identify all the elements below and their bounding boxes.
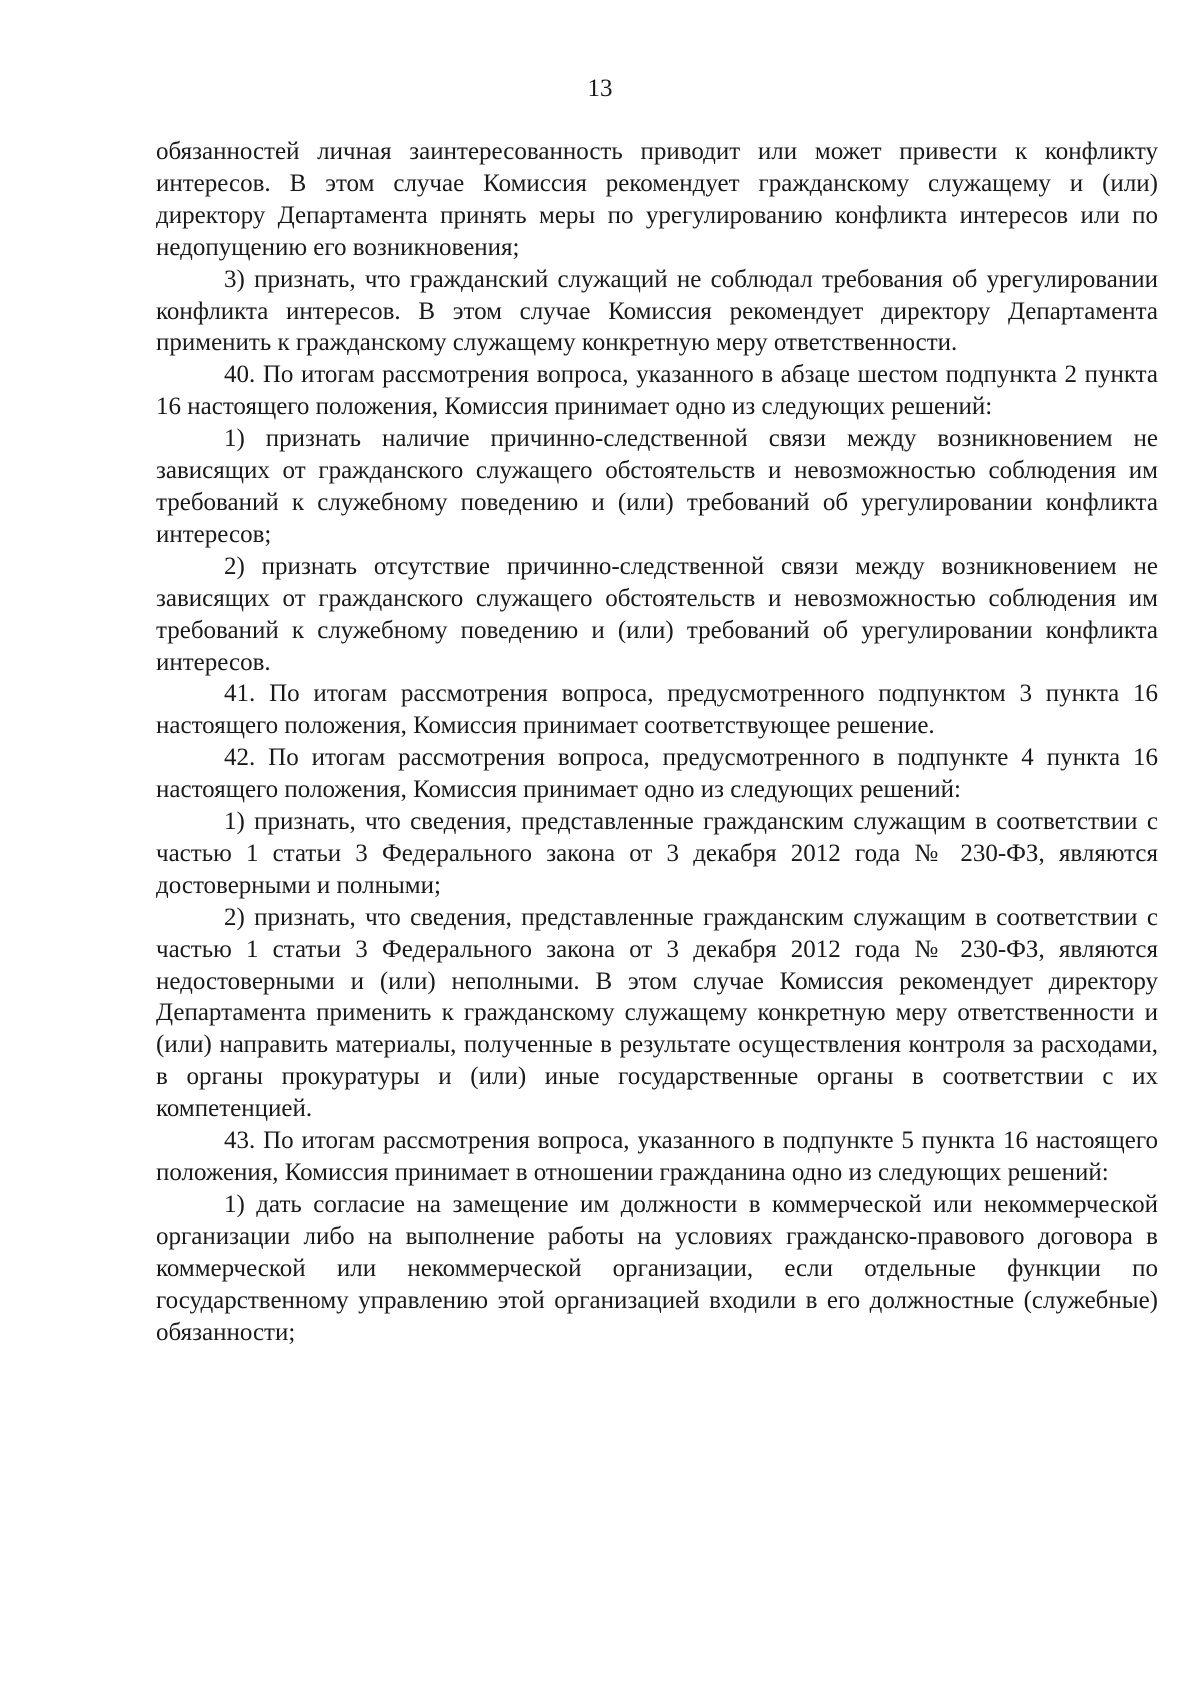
paragraph-item-40-2: 2) признать отсутствие причинно-следственной связи между возникновением не зависящих от гражданского служащего обстоятельств и невозможностью соблюдения им требований к служебному поведению и (или) требований об урегулировании конфликта интересов. <box>156 552 1158 676</box>
paragraph-item-43-1: 1) дать согласие на замещение им должности в коммерческой или некоммерческой организации либо на выполнение работы на условиях гражданско-правового договора в коммерческой или некоммерческой организации, если отдельные функции по государственному управлению этой организацией входили в его должностные (служебные) обязанности; <box>156 1190 1158 1346</box>
paragraph-clause-40: 40. По итогам рассмотрения вопроса, указанного в абзаце шестом подпункта 2 пункта 16 настоящего положения, Комиссия принимает одно из следующих решений: <box>156 361 1158 421</box>
paragraph-clause-43: 43. По итогам рассмотрения вопроса, указанного в подпункте 5 пункта 16 настоящего положения, Комиссия принимает в отношении гражданина одно из следующих решений: <box>156 1127 1158 1186</box>
paragraph-clause-41: 41. По итогам рассмотрения вопроса, предусмотренного подпунктом 3 пункта 16 настоящего положения, Комиссия принимает соответствующее решение. <box>156 680 1158 740</box>
paragraph-cont-39-2: обязанностей личная заинтересованность приводит или может привести к конфликту интересов. В этом случае Комиссия рекомендует гражданскому служащему и (или) директору Департамента принять меры по урегулированию конфликта интересов или по недопущению его возникновения; <box>156 138 1158 261</box>
paragraph-item-42-1: 1) признать, что сведения, представленные гражданским служащим в соответствии с частью 1 статьи 3 Федерального закона от 3 декабря 2012 года № 230-ФЗ, являются достоверными и полными; <box>156 808 1158 899</box>
paragraph-clause-42: 42. По итогам рассмотрения вопроса, предусмотренного в подпункте 4 пункта 16 настоящего положения, Комиссия принимает одно из следующих решений: <box>156 744 1158 804</box>
paragraph-item-42-2: 2) признать, что сведения, представленные гражданским служащим в соответствии с частью 1 статьи 3 Федерального закона от 3 декабря 2012 года № 230-ФЗ, являются недостоверными и (или) неполными. В этом случае Комиссия рекомендует директору Департамента применить к гражданскому служащему конкретную меру ответственности и (или) направить материалы, полученные в результате осуществления контроля за расходами, в органы прокуратуры и (или) иные государственные органы в соответствии с их компетенцией. <box>156 903 1158 1123</box>
document-body <box>156 136 1158 1348</box>
paragraph-item-40-1: 1) признать наличие причинно-следственной связи между возникновением не зависящих от гражданского служащего обстоятельств и невозможностью соблюдения им требований к служебному поведению и (или) требований об урегулировании конфликта интересов; <box>156 425 1158 548</box>
paragraph-item-39-3: 3) признать, что гражданский служащий не соблюдал требования об урегулировании конфликта интересов. В этом случае Комиссия рекомендует директору Департамента применить к гражданскому служащему конкретную меру ответственности. <box>156 265 1158 357</box>
page-number: 13 <box>587 75 613 102</box>
